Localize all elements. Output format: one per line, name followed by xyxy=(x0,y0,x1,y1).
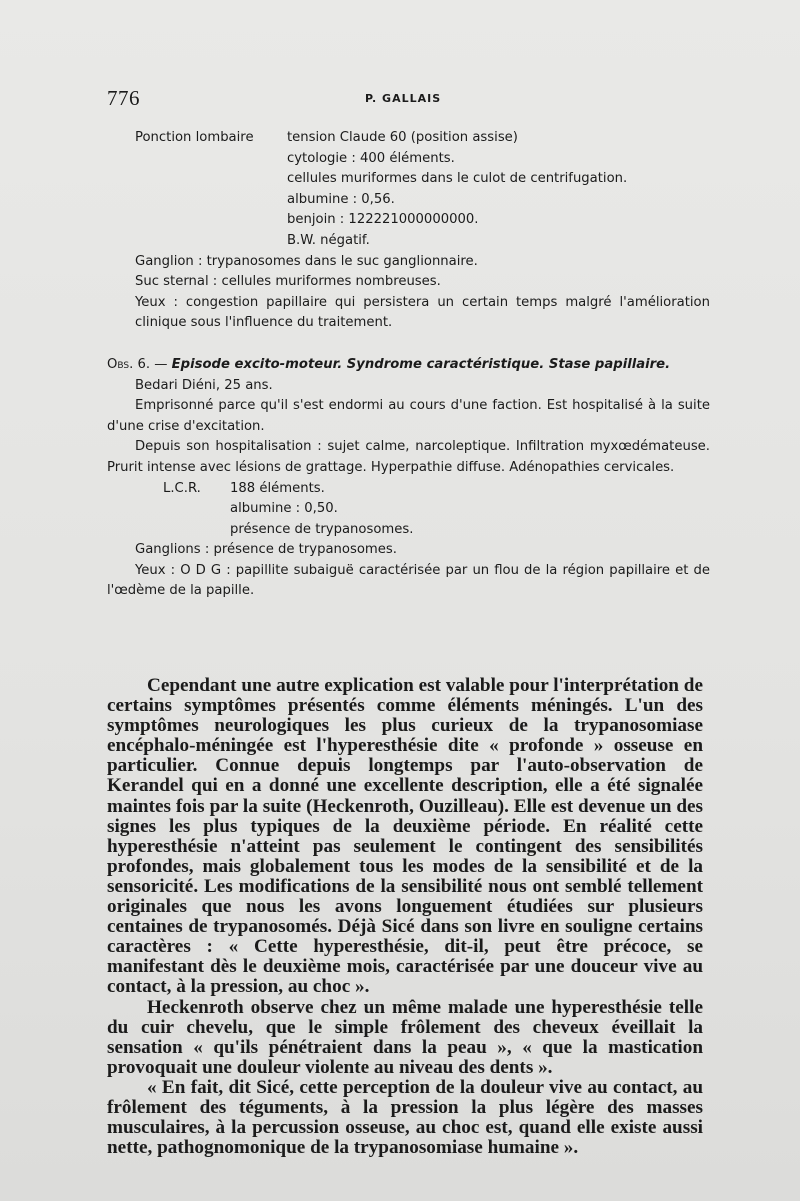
lcr-label: L.C.R. xyxy=(163,480,201,496)
ponction-row-1 xyxy=(135,128,710,149)
yeux-paragraph xyxy=(107,293,710,334)
obs6-title: Episode excito-moteur. Syndrome caractéristique. Stase papillaire. xyxy=(171,356,671,372)
obs6-ganglions: Ganglions : présence de trypanosomes. xyxy=(135,542,397,558)
body-paragraph: Heckenroth observe chez un même malade une hyperesthésie telle du cuir chevelu, que le simple frôlement des cheveux éveillait la sensation « qu'ils pénétraient dans la peau », « que la mastication provoquait une douleur violente au niveau des dents ». xyxy=(107,996,703,1078)
obs6-depuis: Depuis son hospitalisation : sujet calme, narcoleptique. Infiltration myxœdémateuse. Prurit intense avec lésions de grattage. Hyperpathie diffuse. Adénopathies cervicales. xyxy=(107,439,710,475)
suc-sternal-line: Suc sternal : cellules muriformes nombreuses. xyxy=(135,274,441,290)
obs6-label: Obs. 6. — xyxy=(107,356,168,372)
ponction-label: Ponction lombaire xyxy=(135,130,254,145)
ponction-line: tension Claude 60 (position assise) xyxy=(287,130,518,145)
body-paragraph: « En fait, dit Sicé, cette perception de la douleur vive au contact, au frôlement des téguments, à la pression la plus légère des masses musculaires, à la percussion osseuse, au choc est, quand elle existe aussi nette, pathognomonique de la trypanosomiase humaine ». xyxy=(107,1076,703,1159)
obs6-patient: Bedari Diéni, 25 ans. xyxy=(135,377,273,393)
clinical-observations xyxy=(107,128,710,602)
running-title: P. GALLAIS xyxy=(365,92,442,105)
lcr-line: albumine : 0,50. xyxy=(230,501,338,517)
ponction-line: benjoin : 122221000000000. xyxy=(287,212,479,228)
ponction-line: cytologie : 400 éléments. xyxy=(287,150,455,166)
ponction-line: albumine : 0,56. xyxy=(287,191,395,207)
main-text xyxy=(107,676,703,1158)
ponction-line: B.W. négatif. xyxy=(287,232,370,248)
ganglion-line: Ganglion : trypanosomes dans le suc ganglionnaire. xyxy=(135,253,478,269)
obs6-prison: Emprisonné parce qu'il s'est endormi au cours d'une faction. Est hospitalisé à la suite d'une crise d'excitation. xyxy=(107,398,710,434)
page-number: 776 xyxy=(107,86,140,110)
body-paragraph: Cependant une autre explication est valable pour l'interprétation de certains symptômes présentés comme éléments méningés. L'un des symptômes neurologiques les plus curieux de la trypanosomiase encéphalo-méningée est l'hyperesthésie dite « profonde » osseuse en particulier. Connue depuis longtemps par l'auto-observation de Kerandel qui en a donné une excellente description, elle a été signalée maintes fois par la suite (Heckenroth, Ouzilleau). Elle est devenue un des signes les plus typiques de la deuxième période. En réalité cette hyperesthésie n'atteint pas seulement le contingent des sensibilités profondes, mais globalement tous les modes de la sensibilité et de la sensoricité. Les modifications de la sensibilité nous ont semblé tellement originales que nous les avons longuement étudiées sur plusieurs centaines de trypanosomés. Déjà Sicé dans son livre en souligne certains caractères : « Cette hyperesthésie, dit-il, peut être précoce, se manifestant dès le deuxième mois, caractérisée par une douceur vive au contact, à la pression, au choc ». xyxy=(107,675,703,998)
yeux-text: Yeux : congestion papillaire qui persistera un certain temps malgré l'amélioration clinique sous l'influence du traitement. xyxy=(135,294,710,331)
page-header xyxy=(107,86,707,116)
obs6-yeux: Yeux : O D G : papillite subaiguë caractérisée par un flou de la région papillaire et de l'œdème de la papille. xyxy=(107,562,710,599)
lcr-line: 188 éléments. xyxy=(230,480,325,496)
lcr-row-1 xyxy=(135,479,710,500)
lcr-line: présence de trypanosomes. xyxy=(230,521,414,537)
spacer xyxy=(135,334,710,355)
ponction-line: cellules muriformes dans le culot de centrifugation. xyxy=(287,171,628,187)
obs6-heading xyxy=(107,355,710,376)
